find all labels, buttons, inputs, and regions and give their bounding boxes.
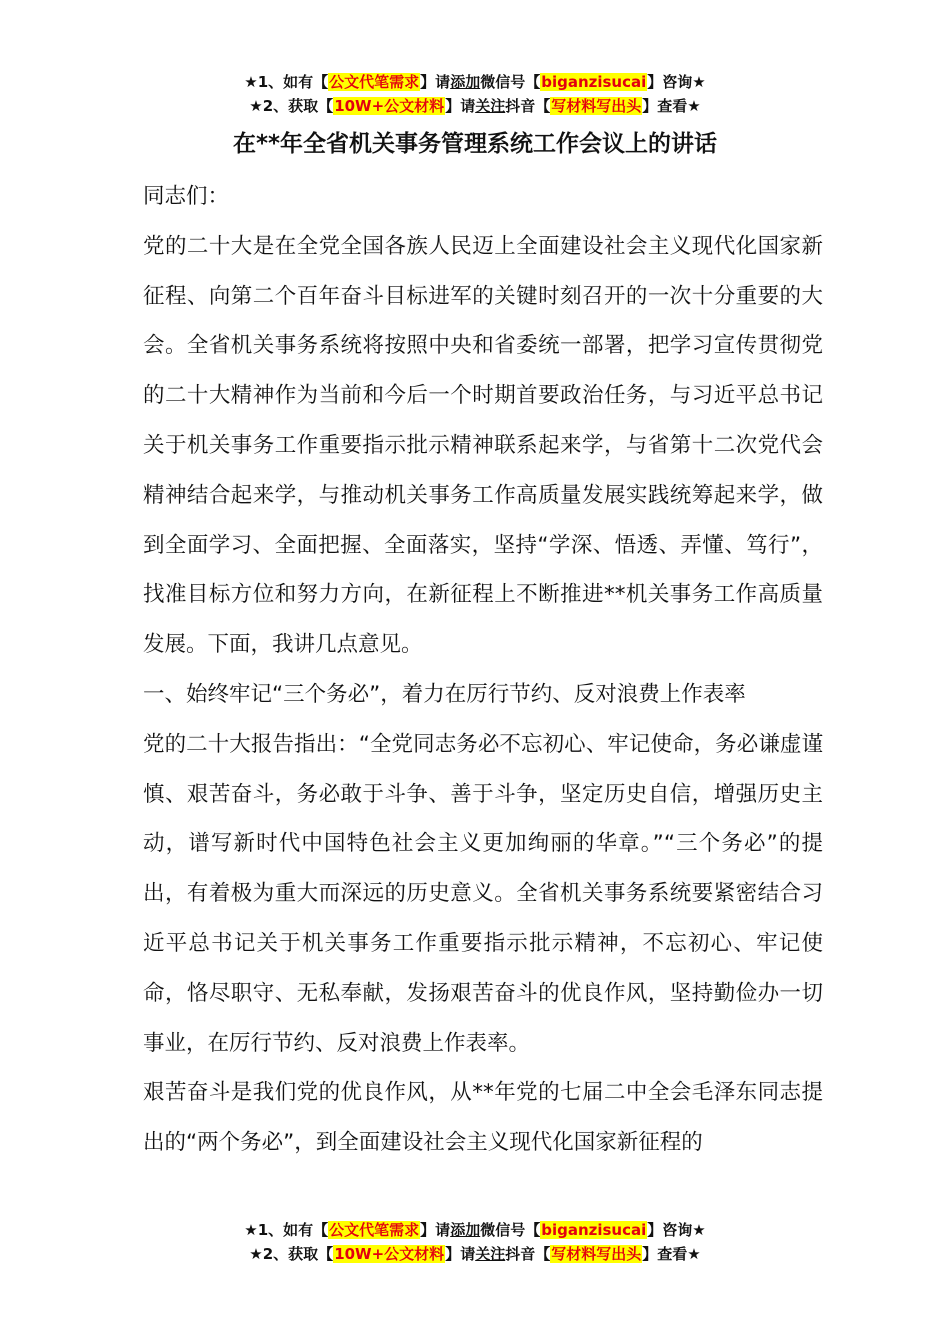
promo-text: ★1、如有【 [244, 1221, 329, 1239]
salutation: 同志们： [143, 184, 230, 209]
promo-line-2 [0, 1242, 950, 1266]
promo-text: 微信号【 [480, 1221, 541, 1239]
paragraph-continuation: 艰苦奋斗是我们党的优良作风，从**年党的七届二中全会毛泽东同志提出的“两个务必”，到全面建设社会主义现代化国家新征程的 [143, 1080, 823, 1156]
promo-highlight-douyin: 写材料写出头 [551, 97, 642, 115]
promo-underline: 关注 [475, 97, 506, 115]
promo-text: 抖音【 [505, 97, 551, 115]
promo-text: 】请 [445, 1245, 476, 1263]
promo-text: 】咨询★ [647, 73, 706, 91]
promo-line-1 [0, 70, 950, 94]
promo-banner-bottom [0, 1218, 950, 1266]
promo-text: ★1、如有【 [244, 73, 329, 91]
promo-underline: 添加 [450, 1221, 481, 1239]
paragraph-intro: 党的二十大是在全党全国各族人民迈上全面建设社会主义现代化国家新征程、向第二个百年奋斗目标进军的关键时刻召开的一次十分重要的大会。全省机关事务系统将按照中央和省委统一部署，把学习宣传贯彻党的二十大精神作为当前和今后一个时期首要政治任务，与习近平总书记关于机关事务工作重要指示批示精神联系起来学，与省第十二次党代会精神结合起来学，与推动机关事务工作高质量发展实践统筹起来学，做到全面学习、全面把握、全面落实，坚持“学深、悟透、弄懂、笃行”，找准目标方位和努力方向，在新征程上不断推进**机关事务工作高质量发展。下面，我讲几点意见。 [143, 233, 823, 658]
promo-text: 】请 [420, 1221, 451, 1239]
promo-highlight-wechat: biganzisucai [541, 73, 647, 91]
promo-text: ★2、获取【 [249, 1245, 334, 1263]
promo-line-2 [0, 94, 950, 118]
promo-text: 微信号【 [480, 73, 541, 91]
document-body [143, 172, 823, 1168]
promo-text: ★2、获取【 [249, 97, 334, 115]
section-heading-1: 一、始终牢记“三个务必”，着力在厉行节约、反对浪费上作表率 [143, 681, 746, 707]
promo-line-1 [0, 1218, 950, 1242]
promo-banner-top [0, 70, 950, 118]
promo-underline: 关注 [475, 1245, 506, 1263]
document-title: 在**年全省机关事务管理系统工作会议上的讲话 [232, 131, 718, 157]
paragraph-section-1: 党的二十大报告指出：“全党同志务必不忘初心、牢记使命，务必谦虚谨慎、艰苦奋斗，务必敢于斗争、善于斗争，坚定历史自信，增强历史主动，谱写新时代中国特色社会主义更加绚丽的华章。”“三个务必”的提出，有着极为重大而深远的历史意义。全省机关事务系统要紧密结合习近平总书记关于机关事务工作重要指示批示精神，不忘初心、牢记使命，恪尽职守、无私奉献，发扬艰苦奋斗的优良作风，坚持勤俭办一切事业，在厉行节约、反对浪费上作表率。 [143, 731, 823, 1056]
promo-highlight-douyin: 写材料写出头 [551, 1245, 642, 1263]
promo-highlight-wechat: biganzisucai [541, 1221, 647, 1239]
promo-text: 】查看★ [642, 97, 701, 115]
promo-text: 抖音【 [505, 1245, 551, 1263]
promo-text: 】咨询★ [647, 1221, 706, 1239]
promo-text: 】查看★ [642, 1245, 701, 1263]
promo-highlight: 公文代笔需求 [329, 1221, 420, 1239]
promo-text: 】请 [445, 97, 476, 115]
promo-highlight: 10W+公文材料 [334, 1245, 445, 1263]
promo-highlight: 公文代笔需求 [329, 73, 420, 91]
promo-underline: 添加 [450, 73, 481, 91]
promo-highlight: 10W+公文材料 [334, 97, 445, 115]
promo-text: 】请 [420, 73, 451, 91]
